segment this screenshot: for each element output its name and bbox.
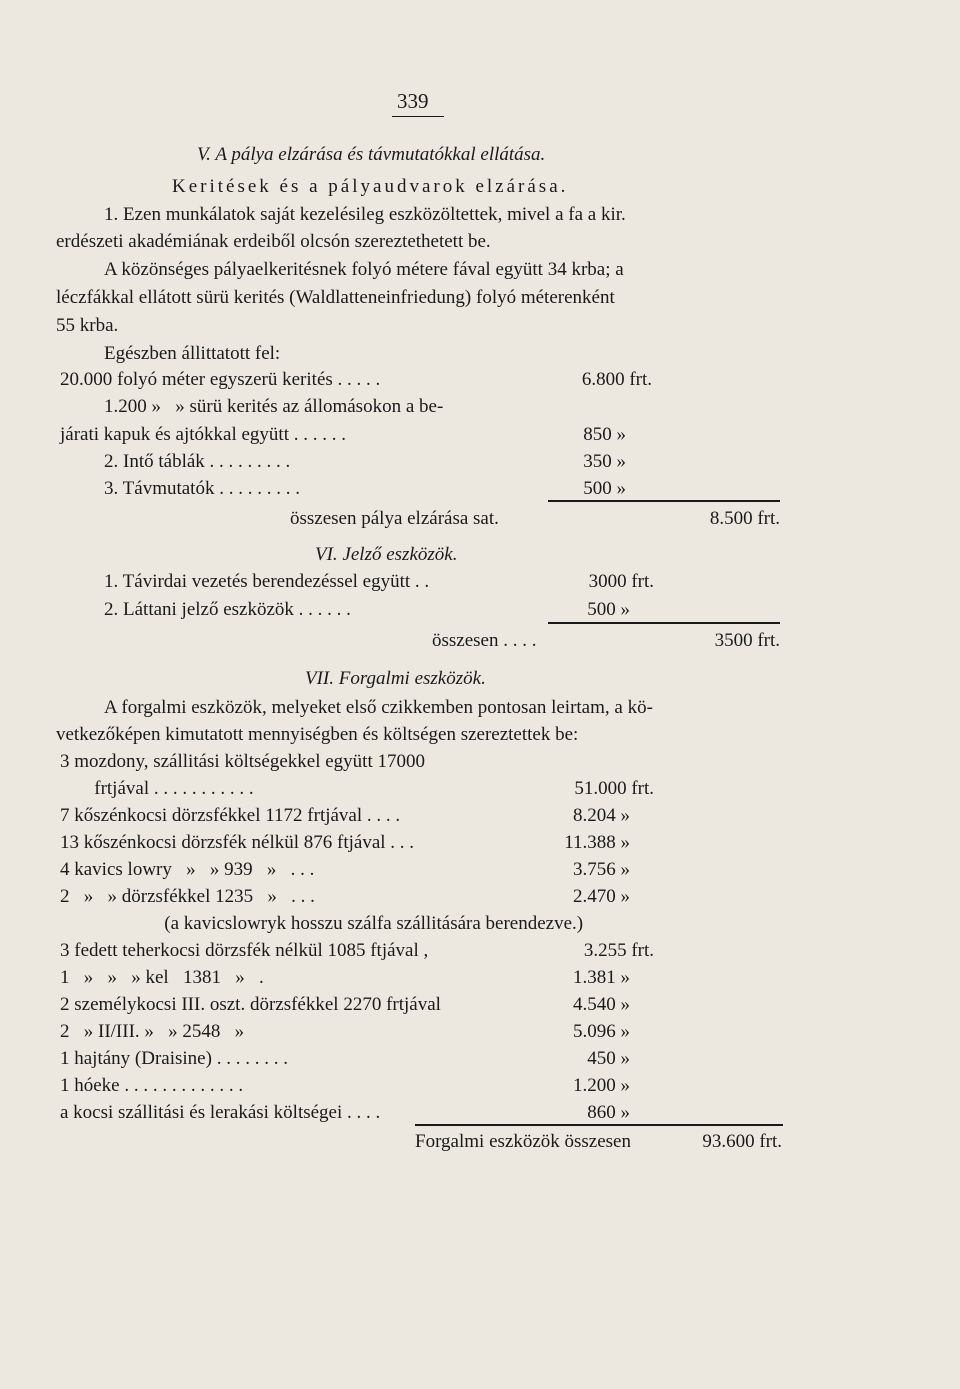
list-item-value: 3000 frt. bbox=[588, 571, 654, 592]
total-rule bbox=[548, 622, 780, 624]
page-number: 339 bbox=[397, 89, 429, 113]
list-item-value: 3.255 frt. bbox=[583, 940, 654, 961]
paragraph-7-line-1: A forgalmi eszközök, melyeket első czikkemben pontosan leirtam, a kö- bbox=[104, 697, 653, 718]
list-item-value: 850 » bbox=[583, 424, 626, 445]
list-item-value: 350 » bbox=[583, 451, 626, 472]
list-item-label: 1.200 » » sürü kerités az állomásokon a be- bbox=[104, 396, 444, 417]
list-item-label: 2 » II/III. » » 2548 » bbox=[60, 1021, 245, 1042]
section-5-total-label: összesen pálya elzárása sat. bbox=[290, 508, 499, 529]
list-item-label: 3 mozdony, szállitási költségekkel együtt 17000 bbox=[60, 751, 425, 772]
paragraph-7-line-2: vetkezőképen kimutatott mennyiségben és költségen szereztettek be: bbox=[56, 724, 579, 745]
section-7-title: VII. Forgalmi eszközök. bbox=[305, 668, 486, 689]
paragraph-1-line-2: erdészeti akadémiának erdeiből olcsón szereztethetett be. bbox=[56, 231, 491, 252]
list-item-value: 500 » bbox=[587, 599, 630, 620]
section-6-total-value: 3500 frt. bbox=[714, 630, 780, 651]
section-7-total-value: 93.600 frt. bbox=[702, 1131, 782, 1152]
list-item-label: 1. Távirdai vezetés berendezéssel együtt . . bbox=[104, 571, 430, 592]
list-item-note: (a kavicslowryk hosszu szálfa szállitására berendezve.) bbox=[150, 913, 584, 934]
list-item-value: 2.470 » bbox=[573, 886, 630, 907]
section-6-total-label: összesen . . . . bbox=[432, 630, 537, 651]
total-rule bbox=[415, 1124, 783, 1126]
list-item-value: 11.388 » bbox=[564, 832, 630, 853]
list-item-label: 2 személykocsi III. oszt. dörzsfékkel 2270 frtjával bbox=[60, 994, 441, 1015]
list-item-label: frtjával . . . . . . . . . . . bbox=[80, 778, 254, 799]
list-item-label: 13 kőszénkocsi dörzsfék nélkül 876 ftjával . . . bbox=[60, 832, 415, 853]
total-rule bbox=[548, 500, 780, 502]
paragraph-3: Egészben állittatott fel: bbox=[104, 343, 281, 364]
section-5-subtitle: Keritések és a pályaudvarok elzárása. bbox=[172, 176, 569, 197]
list-item-value: 450 » bbox=[587, 1048, 630, 1069]
list-item-value: 500 » bbox=[583, 478, 626, 499]
paragraph-2-line-3: 55 krba. bbox=[56, 315, 119, 336]
list-item-value: 1.381 » bbox=[573, 967, 630, 988]
list-item-label: 1 » » » kel 1381 » . bbox=[60, 967, 264, 988]
list-item-label: a kocsi szállitási és lerakási költségei . . . . bbox=[60, 1102, 381, 1123]
list-item-value: 860 » bbox=[587, 1102, 630, 1123]
section-5-title: V. A pálya elzárása és távmutatókkal ellátása. bbox=[197, 144, 546, 165]
section-5-total-value: 8.500 frt. bbox=[709, 508, 780, 529]
list-item-value: 5.096 » bbox=[573, 1021, 630, 1042]
list-item-label: 2. Láttani jelző eszközök . . . . . . bbox=[104, 599, 351, 620]
list-item-value: 6.800 frt. bbox=[581, 369, 652, 390]
list-item-value: 3.756 » bbox=[573, 859, 630, 880]
list-item-label: 2. Intő táblák . . . . . . . . . bbox=[104, 451, 291, 472]
paragraph-1-line-1: 1. Ezen munkálatok saját kezelésileg eszközöltettek, mivel a fa a kir. bbox=[104, 204, 626, 225]
list-item-label: 1 hajtány (Draisine) . . . . . . . . bbox=[60, 1048, 288, 1069]
list-item-label: 3. Távmutatók . . . . . . . . . bbox=[104, 478, 300, 499]
list-item-label: 1 hóeke . . . . . . . . . . . . . bbox=[60, 1075, 244, 1096]
list-item-value: 1.200 » bbox=[573, 1075, 630, 1096]
list-item-label: 3 fedett teherkocsi dörzsfék nélkül 1085 ftjával , bbox=[60, 940, 429, 961]
list-item-value: 51.000 frt. bbox=[574, 778, 654, 799]
section-7-total-label: Forgalmi eszközök összesen bbox=[415, 1131, 631, 1152]
list-item-label: járati kapuk és ajtókkal együtt . . . . . . bbox=[60, 424, 346, 445]
paragraph-2-line-1: A közönséges pályaelkeritésnek folyó métere fával együtt 34 krba; a bbox=[104, 259, 624, 280]
list-item-value: 8.204 » bbox=[573, 805, 630, 826]
list-item-label: 7 kőszénkocsi dörzsfékkel 1172 frtjával . . . . bbox=[60, 805, 401, 826]
list-item-value: 4.540 » bbox=[573, 994, 630, 1015]
page-number-underline bbox=[392, 116, 444, 117]
section-6-title: VI. Jelző eszközök. bbox=[315, 544, 458, 565]
list-item-label: 20.000 folyó méter egyszerü kerités . . . . . bbox=[60, 369, 381, 390]
list-item-label: 2 » » dörzsfékkel 1235 » . . . bbox=[60, 886, 315, 907]
paragraph-2-line-2: léczfákkal ellátott sürü kerités (Waldlatteneinfriedung) folyó méterenként bbox=[56, 287, 615, 308]
list-item-label: 4 kavics lowry » » 939 » . . . bbox=[60, 859, 315, 880]
